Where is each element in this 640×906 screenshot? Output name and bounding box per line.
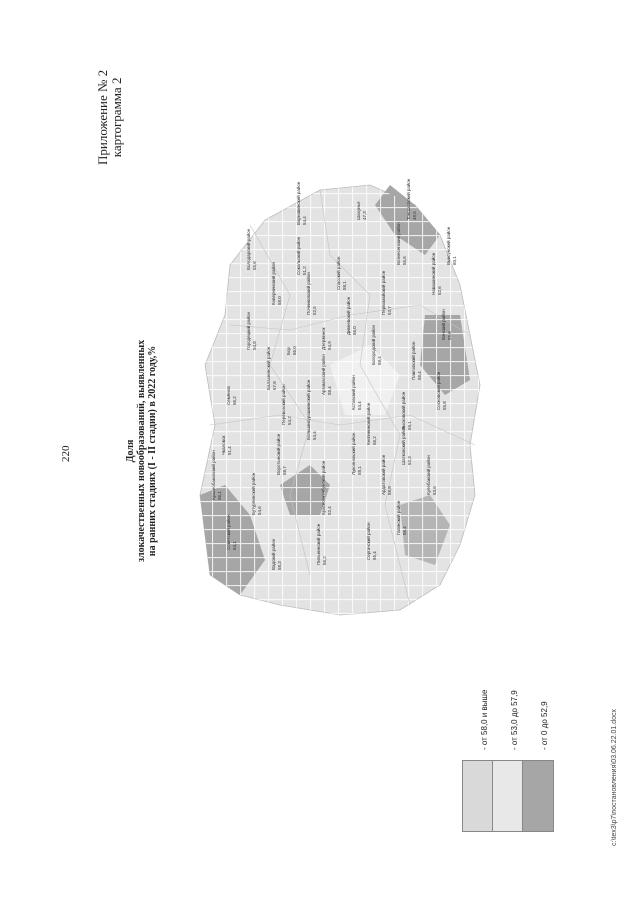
district-value: 55,6 [447, 331, 452, 340]
map-title [125, 340, 158, 562]
district-value: 49,5 [412, 211, 417, 220]
choropleth-map [170, 165, 500, 625]
district-value: 54,9 [327, 341, 332, 350]
district-value: 55,8 [442, 401, 447, 410]
district-name: Навашинский район [431, 252, 436, 295]
district-value: 51,4 [227, 446, 232, 455]
district-name: Перевозский район [281, 384, 286, 425]
district-value: 56,1 [217, 491, 222, 500]
district-name: Бор [286, 347, 291, 355]
district-name: Чкаловск [221, 435, 226, 455]
district-name: Володарский район [246, 228, 251, 270]
file-path: c:\tex3\p7\постановления\03.06.22.01.docx [611, 708, 618, 846]
district-name: Павловский район [411, 341, 416, 380]
legend-swatch-low [522, 760, 554, 832]
district-name: Шатковский район [401, 426, 406, 465]
district-name: Арзамасский район [321, 354, 326, 395]
district-value: 52,4 [327, 506, 332, 515]
district-name: Кстовский район [351, 375, 356, 410]
district-name: Балахнинский район [266, 346, 271, 390]
district-value: 58,1 [357, 466, 362, 475]
district-name: Городецкий район [246, 311, 251, 350]
district-value: 56,2 [372, 436, 377, 445]
district-value: 53,7 [387, 306, 392, 315]
map-title-line-1: Доля [125, 439, 136, 463]
map-title-line-2: злокачественных новообразований, выявленных [136, 339, 147, 562]
legend-swatch-high [462, 760, 494, 832]
district-value: 56,2 [322, 556, 327, 565]
district-name: Починковский район [306, 272, 311, 315]
map-title-line-3: на ранних стадиях (I - II стадии) в 2022 году,% [147, 345, 158, 557]
district-value: 56,0 [292, 346, 297, 355]
legend-label-high: - от 58,0 и выше [480, 689, 489, 750]
appendix-line-2: картограмма 2 [109, 77, 124, 158]
district-name: Бутурлинский район [251, 472, 256, 515]
district-name: Гагинский район [396, 500, 401, 535]
district-name: Варнавинский район [296, 181, 301, 225]
district-name: Лысковский район [401, 391, 406, 430]
district-value: 52,3 [407, 456, 412, 465]
district-name: Вадский район [271, 538, 276, 570]
district-name: Сокольский район [296, 236, 301, 275]
district-name: Вознесенский район [396, 222, 401, 265]
district-name: Ковернинский район [271, 262, 276, 305]
district-name: Советский район [226, 514, 231, 550]
district-name: Большемурашкинский район [306, 379, 311, 440]
district-value: 55,6 [402, 256, 407, 265]
district-value: 54,4 [302, 216, 307, 225]
district-value: 54,4 [357, 401, 362, 410]
district-name: Сосновский район [436, 371, 441, 410]
district-value: 54,6 [257, 506, 262, 515]
district-name: Спасский район [336, 256, 341, 290]
appendix-line-1: Приложение № 2 [95, 69, 110, 165]
district-name: Первомайский район [381, 270, 386, 315]
district-name: Краснооктябрьский район [321, 460, 326, 515]
legend-label-medium: - от 53,0 до 57,9 [510, 690, 519, 750]
district-name: Ардатовский район [381, 454, 386, 495]
district-value: 55,6 [252, 261, 257, 270]
district-name: Сергачский район [366, 522, 371, 560]
district-value: 54,1 [232, 541, 237, 550]
district-name: Вачский район [441, 309, 446, 340]
page-number: 220 [60, 445, 72, 462]
district-value: 47,3 [362, 211, 367, 220]
district-value: 58,4 [327, 386, 332, 395]
legend-label-low: - от 0 до 52,9 [540, 701, 549, 750]
district-value: 58,3 [277, 561, 282, 570]
district-value: 54,8 [252, 341, 257, 350]
district-value: 52,5 [312, 306, 317, 315]
district-value: 58,4 [417, 371, 422, 380]
district-name: Тоншаевский район [406, 178, 411, 220]
district-value: 59,1 [407, 421, 412, 430]
district-value: 51,2 [302, 266, 307, 275]
legend-swatch-medium [492, 760, 524, 832]
district-name: Кулебакский район [426, 455, 431, 495]
appendix-heading [96, 70, 124, 165]
district-value: 58,0 [277, 296, 282, 305]
district-value: 56,2 [232, 396, 237, 405]
district-name: Лукояновский район [351, 432, 356, 475]
district-value: 58,1 [342, 281, 347, 290]
district-value: 57,8 [272, 381, 277, 390]
district-name: Выксунский район [446, 226, 451, 265]
district-name: Краснобаковский район [211, 450, 216, 500]
district-value: 55,4 [372, 551, 377, 560]
district-name: Дивеевский район [346, 296, 351, 335]
district-name: Богородский район [371, 324, 376, 365]
district-label [286, 346, 297, 355]
district-name: Дзержинск [321, 327, 326, 350]
district-value: 58,8 [387, 486, 392, 495]
district-value: 56,0 [352, 326, 357, 335]
district-value: 58,7 [282, 466, 287, 475]
district-value: 56,4 [402, 526, 407, 535]
district-value: 54,2 [287, 416, 292, 425]
district-value: 54,4 [312, 431, 317, 440]
district-name: Семёнов [226, 386, 231, 405]
district-value: 52,6 [437, 286, 442, 295]
district-name: Шахунья [356, 201, 361, 220]
district-name: Пильнинский район [316, 523, 321, 565]
district-value: 58,4 [377, 356, 382, 365]
district-name: Княгининский район [366, 402, 371, 445]
district-label [445, 226, 457, 265]
district-value: 60,1 [452, 256, 457, 265]
district-value: 53,6 [432, 486, 437, 495]
district-name: Воротынский район [276, 433, 281, 475]
